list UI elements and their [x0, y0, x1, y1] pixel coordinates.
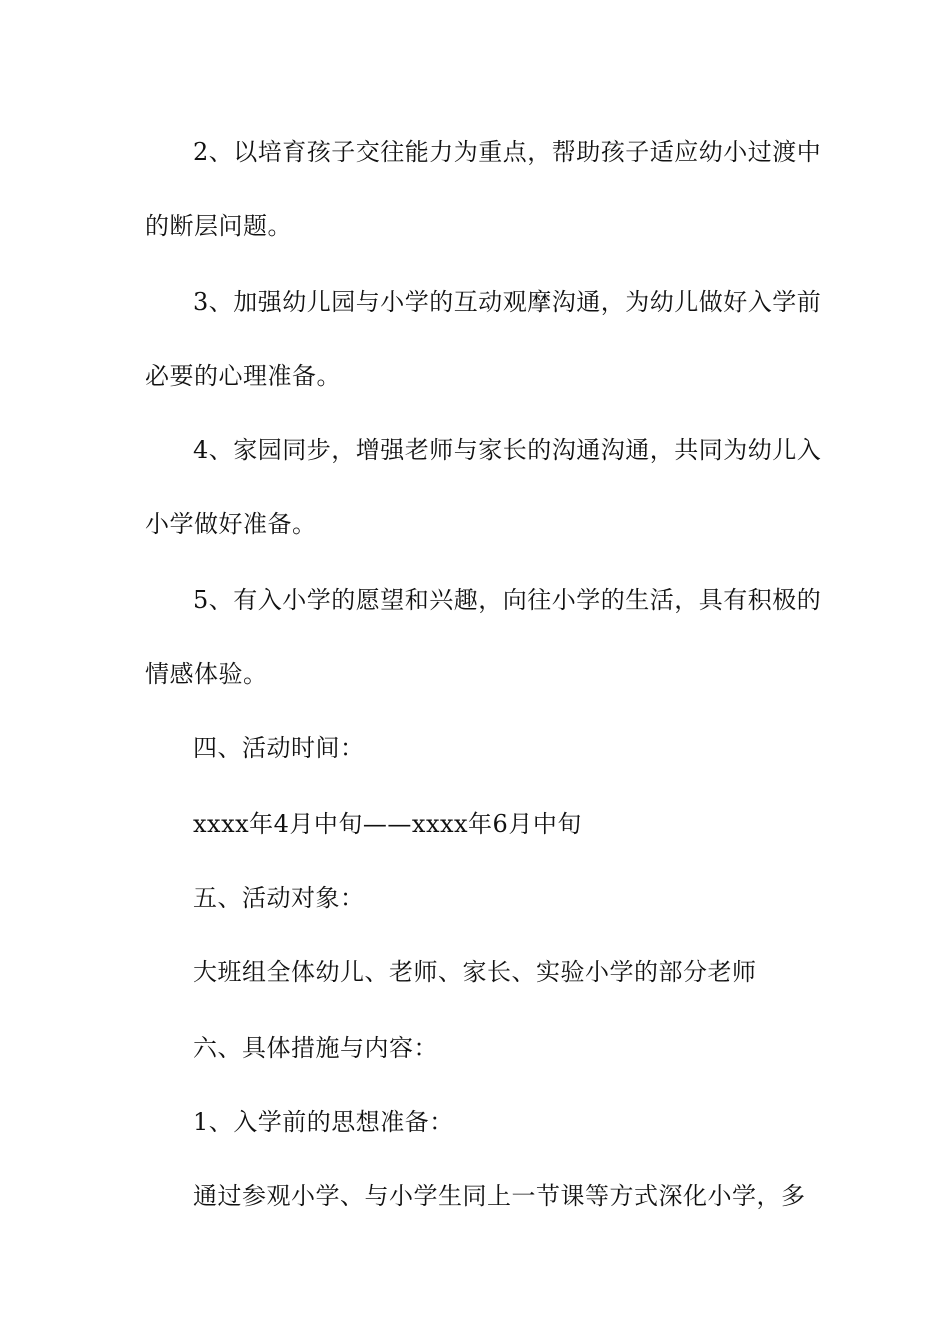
subsection-heading: 1、入学前的思想准备：: [193, 1108, 454, 1136]
paragraph-line: 通过参观小学、与小学生同上一节课等方式深化小学，多: [193, 1182, 806, 1210]
paragraph-line: 必要的心理准备。: [145, 362, 341, 390]
paragraph-line: 情感体验。: [145, 660, 268, 688]
paragraph-line: 3、加强幼儿园与小学的互动观摩沟通，为幼儿做好入学前: [193, 288, 822, 316]
section-heading: 四、活动时间：: [193, 734, 365, 762]
section-heading: 五、活动对象：: [193, 884, 365, 912]
paragraph-line: 4、家园同步，增强老师与家长的沟通沟通，共同为幼儿入: [193, 436, 822, 464]
paragraph-line: 大班组全体幼儿、老师、家长、实验小学的部分老师: [193, 958, 757, 986]
paragraph-line: 2、以培育孩子交往能力为重点，帮助孩子适应幼小过渡中: [193, 138, 822, 166]
paragraph-line: 小学做好准备。: [145, 510, 317, 538]
section-heading: 六、具体措施与内容：: [193, 1034, 438, 1062]
paragraph-line: xxxx年4月中旬——xxxx年6月中旬: [193, 810, 582, 838]
paragraph-line: 的断层问题。: [145, 212, 292, 240]
paragraph-line: 5、有入小学的愿望和兴趣，向往小学的生活，具有积极的: [193, 586, 822, 614]
